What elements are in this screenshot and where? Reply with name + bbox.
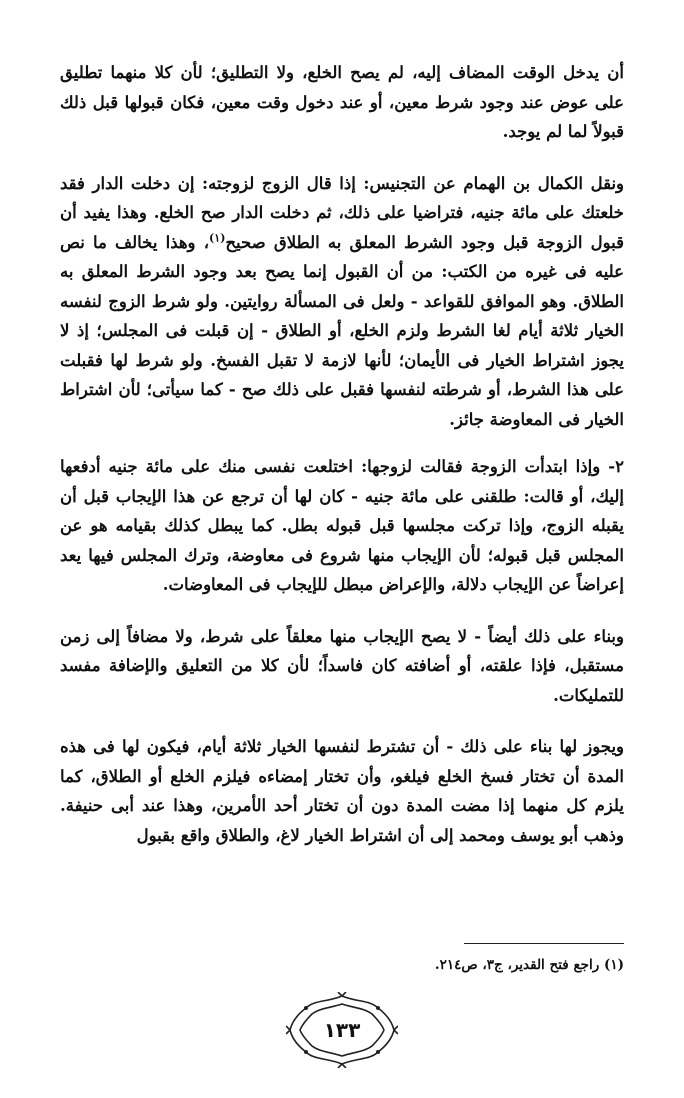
paragraph-2-part-a: ونقل الكمال بن الهمام عن التجنيس: إذا قال الزوج لزوجته: إن دخلت الدار فقد خلعتك على مائة جنيه، فتراضيا على ذلك، ثم دخلت الدار صح الخلع. وهذا يفيد أن قبول الزوجة قبل وجود الشرط المعلق به الطلاق صحيح [60,173,624,252]
paragraph-2 [60,169,624,435]
footnote-reference: (١) [209,231,226,244]
list-number: ٢- [600,457,625,476]
numbered-paragraph-2 [60,452,624,600]
page-number-ornament [286,992,398,1068]
page-number: ١٣٣ [323,1018,361,1042]
paragraph-1: أن يدخل الوقت المضاف إليه، لم يصح الخلع، ولا التطليق؛ لأن كلا منهما تطليق على عوض عند وجود شرط معين، أو عند دخول وقت معين، فكان قبولها قبل ذلك قبولاً لما لم يوجد. [60,63,624,141]
main-text [60,58,624,850]
paragraph-3: وإذا ابتدأت الزوجة فقالت لزوجها: اختلعت نفسى منك على مائة جنيه أدفعها إليك، أو قالت: طلقنى على مائة جنيه - كان لها أن ترجع عن هذا الإيجاب قبل أن يقبله الزوج، وإذا تركت مجلسها قبل قبوله بطل. كما يبطل كذلك بقيامه هو عن المجلس قبل قبوله؛ لأن الإيجاب منها شروع فى معاوضة، وترك المجلس فيها يعد إعراضاً عن الإيجاب دلالة، والإعراض مبطل للإيجاب فى المعاوضات. [60,457,624,594]
paragraph-5: ويجوز لها بناء على ذلك - أن تشترط لنفسها الخيار ثلاثة أيام، فيكون لها فى هذه المدة أن تختار فسخ الخلع فيلغو، وأن تختار إمضاءه فيلزم الخلع أو الطلاق، كما يلزم كل منهما إذا مضت المدة دون أن تختار أحد الأمرين، وهذا عند أبى حنيفة. وذهب أبو يوسف ومحمد إلى أن اشتراط الخيار لاغ، والطلاق واقع بقبول [60,737,624,845]
footnote: (١) راجع فتح القدير، ج٣، ص٢١٤. [434,957,624,973]
footnote-separator [464,943,624,944]
paragraph-4: وبناء على ذلك أيضاً - لا يصح الإيجاب منها معلقاً على شرط، ولا مضافاً إلى زمن مستقبل، فإذا علقته، أو أضافته كان فاسداً؛ لأن كلا من التعليق والإضافة مفسد للتمليكات. [60,626,624,705]
paragraph-2-part-b: ، وهذا يخالف ما نص عليه فى غيره من الكتب: من أن القبول إنما يصح بعد وجود الشرط المعلق به الطلاق. وهو الموافق للقواعد - ولعل فى المسألة روايتين. ولو شرط الزوج لنفسه الخيار ثلاثة أيام لغا الشرط ولزم الخلع، أو الطلاق - إن قبلت فى المجلس؛ إذ لا يجوز اشتراط الخيار فى الأيمان؛ لأنها لازمة لا تقبل الفسخ. ولو شرط لها فقبلت على هذا الشرط، أو شرطته لنفسها فقبل على ذلك صح - كما سيأتى؛ لأن اشتراط الخيار فى المعاوضة جائز. [60,232,624,429]
